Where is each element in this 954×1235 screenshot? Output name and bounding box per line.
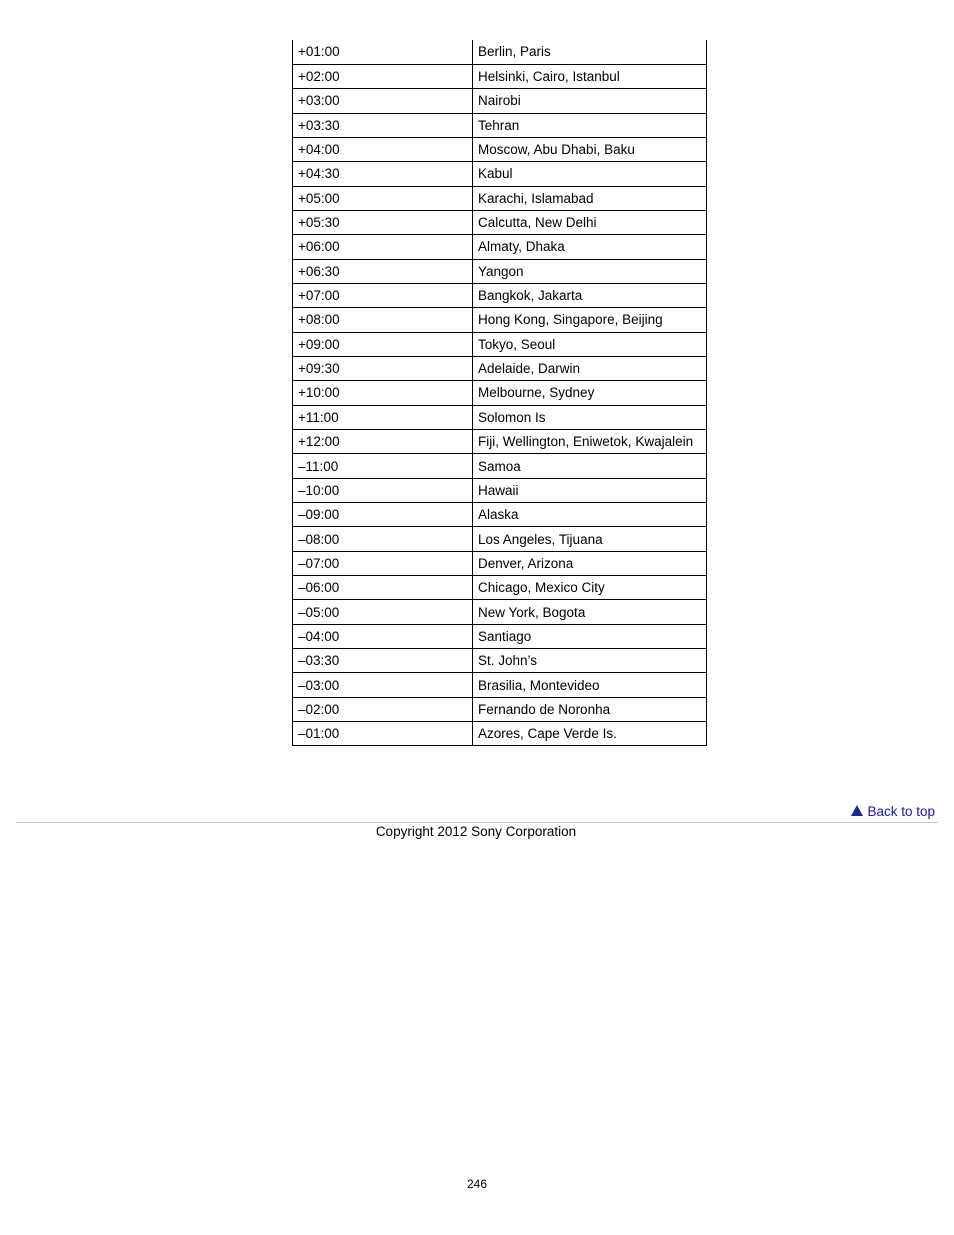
table-row [293,673,707,697]
table-row [293,40,707,64]
utc-offset-cell: +03:00 [293,89,473,113]
utc-offset-cell: –07:00 [293,551,473,575]
region-cell: Brasilia, Montevideo [473,673,707,697]
region-cell: New York, Bogota [473,600,707,624]
utc-offset-cell: +04:30 [293,162,473,186]
region-cell: Tehran [473,113,707,137]
table-row [293,235,707,259]
table-row [293,210,707,234]
utc-offset-cell: +10:00 [293,381,473,405]
region-cell: Fernando de Noronha [473,697,707,721]
region-cell: Bangkok, Jakarta [473,283,707,307]
region-cell: Fiji, Wellington, Eniwetok, Kwajalein [473,430,707,454]
page-number: 246 [466,1177,488,1191]
utc-offset-cell: +04:00 [293,137,473,161]
utc-offset-cell: +08:00 [293,308,473,332]
table-row [293,600,707,624]
table-row [293,356,707,380]
utc-offset-cell: +03:30 [293,113,473,137]
table-row [293,259,707,283]
utc-offset-cell: +01:00 [293,40,473,64]
timezone-table-body [293,40,707,746]
table-row [293,527,707,551]
utc-offset-cell: –03:30 [293,649,473,673]
region-cell: Moscow, Abu Dhabi, Baku [473,137,707,161]
region-cell: Denver, Arizona [473,551,707,575]
table-row [293,430,707,454]
table-row [293,308,707,332]
table-row [293,503,707,527]
region-cell: Solomon Is [473,405,707,429]
utc-offset-cell: –02:00 [293,697,473,721]
utc-offset-cell: +07:00 [293,283,473,307]
region-cell: Chicago, Mexico City [473,576,707,600]
table-row [293,576,707,600]
table-row [293,186,707,210]
region-cell: St. John’s [473,649,707,673]
table-row [293,478,707,502]
region-cell: Hawaii [473,478,707,502]
utc-offset-cell: –06:00 [293,576,473,600]
copyright-text: Copyright 2012 Sony Corporation [375,824,577,839]
table-row [293,381,707,405]
region-cell: Nairobi [473,89,707,113]
utc-offset-cell: –11:00 [293,454,473,478]
region-cell: Almaty, Dhaka [473,235,707,259]
region-cell: Tokyo, Seoul [473,332,707,356]
table-row [293,624,707,648]
utc-offset-cell: +12:00 [293,430,473,454]
utc-offset-cell: +11:00 [293,405,473,429]
region-cell: Kabul [473,162,707,186]
table-row [293,162,707,186]
table-row [293,332,707,356]
utc-offset-cell: +05:00 [293,186,473,210]
utc-offset-cell: –10:00 [293,478,473,502]
table-row [293,283,707,307]
utc-offset-cell: +02:00 [293,64,473,88]
region-cell: Alaska [473,503,707,527]
region-cell: Karachi, Islamabad [473,186,707,210]
table-row [293,551,707,575]
back-to-top-label: Back to top [867,804,935,819]
region-cell: Samoa [473,454,707,478]
footer-divider [16,822,938,823]
utc-offset-cell: +09:00 [293,332,473,356]
utc-offset-cell: +05:30 [293,210,473,234]
region-cell: Yangon [473,259,707,283]
table-row [293,405,707,429]
table-row [293,137,707,161]
utc-offset-cell: –08:00 [293,527,473,551]
region-cell: Adelaide, Darwin [473,356,707,380]
utc-offset-cell: –04:00 [293,624,473,648]
utc-offset-cell: +06:30 [293,259,473,283]
utc-offset-cell: –05:00 [293,600,473,624]
region-cell: Berlin, Paris [473,40,707,64]
table-row [293,697,707,721]
utc-offset-cell: +06:00 [293,235,473,259]
table-row [293,89,707,113]
region-cell: Azores, Cape Verde Is. [473,722,707,746]
region-cell: Melbourne, Sydney [473,381,707,405]
table-row [293,649,707,673]
back-to-top-link[interactable] [851,804,935,819]
table-row [293,454,707,478]
utc-offset-cell: –01:00 [293,722,473,746]
table-row [293,64,707,88]
region-cell: Santiago [473,624,707,648]
utc-offset-cell: +09:30 [293,356,473,380]
region-cell: Los Angeles, Tijuana [473,527,707,551]
region-cell: Hong Kong, Singapore, Beijing [473,308,707,332]
utc-offset-cell: –09:00 [293,503,473,527]
region-cell: Helsinki, Cairo, Istanbul [473,64,707,88]
triangle-up-icon [851,805,863,816]
timezone-table [292,40,707,746]
table-row [293,113,707,137]
table-row [293,722,707,746]
utc-offset-cell: –03:00 [293,673,473,697]
region-cell: Calcutta, New Delhi [473,210,707,234]
